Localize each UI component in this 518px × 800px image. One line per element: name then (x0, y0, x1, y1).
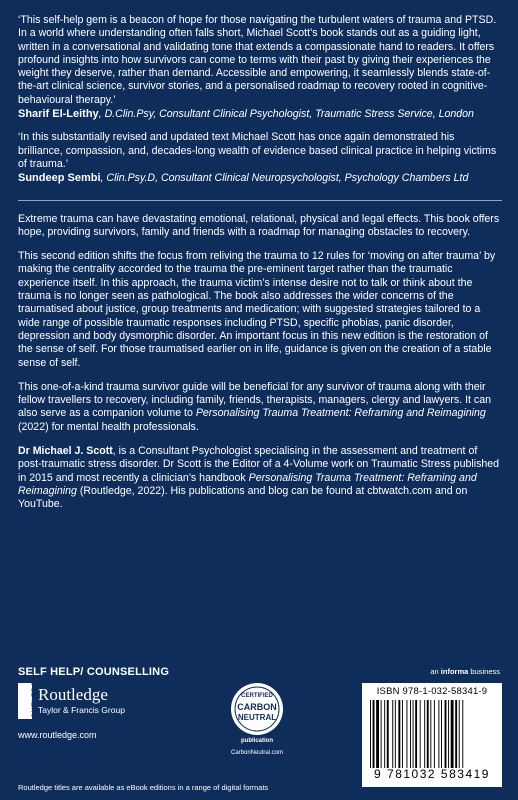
barcode-bar (455, 700, 457, 768)
barcode-bar (398, 700, 400, 768)
isbn-text: ISBN 978-1-032-58341-9 (376, 686, 488, 697)
blurb-paragraph-1: Extreme trauma can have devastating emotional, relational, physical and legal effects. This book offers hope, providing survivors, family and friends with a roadmap for managing obstacles to recovery. (18, 212, 500, 238)
informa-business-label (430, 667, 500, 676)
informa-suffix: business (468, 667, 500, 676)
author-name: Dr Michael J. Scott (18, 445, 113, 458)
reviewer-name-2: Sundeep Sembi (18, 172, 101, 185)
barcode-number: 9 781032 583419 (374, 767, 490, 781)
review-quote-1: ‘This self-help gem is a beacon of hope for those navigating the turbulent waters of trauma and PTSD. In a world where understanding often falls short, Michael Scott’s book stands out as a guiding light, written in a conversational and validating tone that extends a compassionate hand to readers. It offers profound insights into how survivors can come to terms with their past by giving their experiences the weight they deserve, rather than demand. Accessible and empowering, it seamlessly blends state-of-the-art clinical science, survivor stories, and a personalised roadmap to recovery rooted in cognitive-behavioural therapy.’ (18, 14, 497, 106)
barcode-bar (430, 700, 431, 768)
carbon-neutral-seal (222, 678, 292, 748)
reviewer-credentials-1: , D.Clin.Psy, Consultant Clinical Psychologist, Traumatic Stress Service, London (98, 108, 474, 121)
blurb-paragraph-3 (18, 381, 502, 434)
barcode-bar (434, 700, 435, 768)
blurb-3-text-end: (2022) for mental health professionals. (18, 420, 199, 433)
barcode-bar (462, 700, 463, 768)
barcode-bar (459, 700, 460, 768)
barcode-bar (445, 700, 447, 768)
author-bio-text: , is a Consultant Psychologist specialising in the assessment and treatment of post-traumatic stress disorder. Dr Scott is the Editor of a 4-Volume work on Traumatic Stress published in 2015 and most recently a clinician’s handbook (18, 445, 500, 484)
barcode-bar (381, 700, 382, 768)
barcode-bar (451, 700, 454, 768)
companion-title: Personalising Trauma Treatment: Reframing and Reimagining (195, 407, 486, 420)
routledge-logo (18, 675, 138, 724)
seal-main-text-1: CARBON (237, 702, 277, 712)
routledge-badge (18, 675, 39, 724)
barcode-bar (387, 700, 389, 768)
barcode-bar (424, 700, 425, 768)
author-bio-text-end: (Routledge, 2022). His publications and blog can be found at cbtwatch.com and on YouTube. (18, 484, 468, 511)
barcode-bar (413, 700, 414, 768)
blurb-paragraph-2: This second edition shifts the focus from reliving the trauma to 12 rules for ‘moving on after trauma’ by making the centrality accorded to the trauma the pre-eminent target rather than the traumatic experience itself. In this approach, the trauma victim’s intense desire not to talk or think about the trauma is no longer seen as pathological. The book also addresses the wider concerns of the traumatised about justice, group treatments and medication; with suggested strategies tailored to a wide range of possible traumatic responses including PTSD, specific phobias, panic disorder, depression and body dysmorphic disorder. An important focus in this new edition is the restoration of the sense of self. For those traumatised earlier on in life, guidance is given on the creation of a stable sense of self. (18, 250, 496, 369)
back-cover-content (18, 14, 502, 523)
review-quote-2: ‘In this substantially revised and updated text Michael Scott has once again demonstrated his brilliance, compassion, and, decades-long wealth of evidence based clinical practice in helping victims of trauma.’ (18, 131, 497, 170)
barcode-bar (395, 700, 396, 768)
barcode-bar (406, 700, 407, 768)
barcode-bar (415, 700, 417, 768)
barcode-bar (441, 700, 442, 768)
publisher-url: www.routledge.com (18, 730, 97, 740)
subject-category: SELF HELP/ COUNSELLING (18, 666, 170, 678)
barcode-bar (438, 700, 439, 768)
author-bio (18, 445, 502, 511)
seal-top-text: CERTIFIED (241, 693, 273, 699)
publisher-group: Taylor & Francis Group (38, 705, 125, 715)
barcode-bar (384, 700, 385, 768)
publisher-name: Routledge (38, 685, 108, 704)
informa-brand: informa (440, 667, 469, 676)
review-attribution-1 (18, 108, 502, 121)
barcode-bar (448, 700, 449, 768)
reviewer-name-1: Sharif El-Leithy (18, 108, 99, 121)
carbon-neutral-seal-graphic (222, 678, 292, 740)
barcode-bar (427, 700, 429, 768)
barcode-bar (420, 700, 421, 768)
barcode-bar (410, 700, 411, 768)
carbon-neutral-url: CarbonNeutral.com (230, 750, 284, 756)
ebook-availability-note: Routledge titles are available as eBook editions in a range of digital formats (18, 783, 269, 792)
barcode-bar (370, 700, 371, 768)
seal-sub-text: publication (241, 738, 273, 744)
seal-main-text-2: NEUTRAL (237, 713, 277, 722)
author-book-title: Personalising Trauma Treatment: Reframing and Reimagining (18, 471, 477, 497)
isbn-barcode (362, 683, 502, 787)
review-attribution-2 (18, 172, 502, 185)
barcode-bar (376, 700, 379, 768)
informa-prefix: an (430, 667, 441, 676)
reviewer-credentials-2: , Clin.Psy.D, Consultant Clinical Neuropsychologist, Psychology Chambers Ltd (100, 172, 469, 185)
divider-rule (18, 200, 502, 201)
barcode-bars (370, 700, 494, 768)
blurb-3-text: This one-of-a-kind trauma survivor guide will be beneficial for any survivor of trauma along with their fellow travellers to recovery, including family, friends, therapists, managers, clergy and lawyers. It can also serve as a companion volume to (18, 380, 491, 420)
barcode-bar (402, 700, 403, 768)
barcode-bar (373, 700, 375, 768)
barcode-bar (392, 700, 393, 768)
routledge-badge-text: ROUTLEDGE (31, 675, 39, 724)
